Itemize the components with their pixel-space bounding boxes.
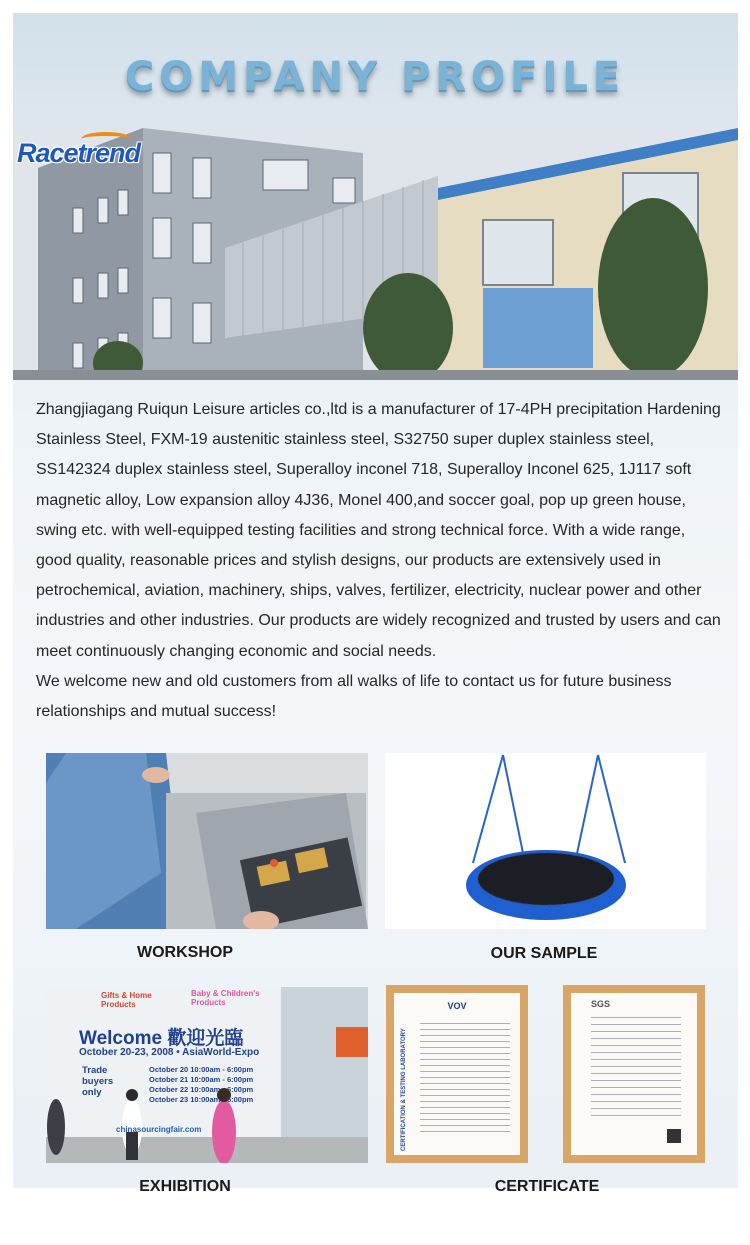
logo-swoosh xyxy=(81,132,131,146)
vov-side-text: CERTIFICATION & TESTING LABORATORY xyxy=(401,1028,407,1151)
intro-paragraph: Zhangjiagang Ruiqun Leisure articles co.,ltd is a manufacturer of 17-4PH precipitation Hardening Stainless Steel, FXM-19 austenitic stainless steel, S32750 super duplex stainless steel, SS142324 duplex stainless steel, Superalloy inconel 718, Superalloy Inconel 625, 1J117 soft magnetic alloy, Low expansion alloy 4J36, Monel 400,and soccer goal, pop up green house, swing etc. with well-equipped testing facilities and strong technical force. With a wide range, good quality, reasonable prices and stylish designs, our products are extensively used in petrochemical, aviation, machinery, ships, valves, fertilizer, electricity, nuclear power and other industries and other industries. Our products are widely recognized and trusted by users and can meet continuously changing economic and social needs. xyxy=(36,401,721,660)
exhibition-photo xyxy=(46,987,368,1163)
sign-schedule xyxy=(149,1065,279,1105)
sign-url: chinasourcingfair.com xyxy=(116,1125,202,1134)
sign-trade: Trade buyers only xyxy=(82,1065,114,1098)
vov-title: VOV xyxy=(447,1001,467,1011)
sample-photo xyxy=(385,753,706,929)
certificate-paper xyxy=(394,993,520,1155)
schedule-row: October 21 10:00am - 6:00pm xyxy=(149,1075,254,1084)
certificate-lines xyxy=(420,1023,510,1133)
exhibition-caption: EXHIBITION xyxy=(139,1178,231,1195)
sign-dates: October 20-23, 2008 • AsiaWorld-Expo xyxy=(79,1047,260,1058)
certificate-lines xyxy=(591,1017,681,1117)
certificate-sgs xyxy=(563,985,705,1163)
sign-brand-gifts: Gifts & Home Products xyxy=(101,991,152,1009)
schedule-row: October 22 10:00am - 6:00pm xyxy=(149,1085,254,1094)
company-building-photo xyxy=(13,128,738,380)
sample-caption: OUR SAMPLE xyxy=(490,945,598,962)
workshop-photo xyxy=(46,753,368,929)
company-intro xyxy=(36,395,721,727)
certificate-paper xyxy=(571,993,697,1155)
page-title: COMPANY PROFILE xyxy=(124,54,626,100)
intro-paragraph: We welcome new and old customers from all walks of life to contact us for future business relationships and mutual success! xyxy=(36,672,672,721)
qr-code-icon xyxy=(667,1129,681,1143)
sign-welcome: Welcome 歡迎光臨 xyxy=(79,1028,244,1049)
schedule-row: October 23 10:00am - 6:00pm xyxy=(149,1095,254,1104)
certificate-caption: CERTIFICATE xyxy=(494,1178,600,1195)
racetrend-logo: Racetrend xyxy=(17,138,141,168)
sign-brand-baby: Baby & Children's Products xyxy=(191,989,260,1007)
schedule-row: October 20 10:00am - 6:00pm xyxy=(149,1065,254,1074)
sgs-title: SGS xyxy=(591,999,611,1009)
certificate-vov xyxy=(386,985,528,1163)
workshop-caption: WORKSHOP xyxy=(137,944,233,961)
